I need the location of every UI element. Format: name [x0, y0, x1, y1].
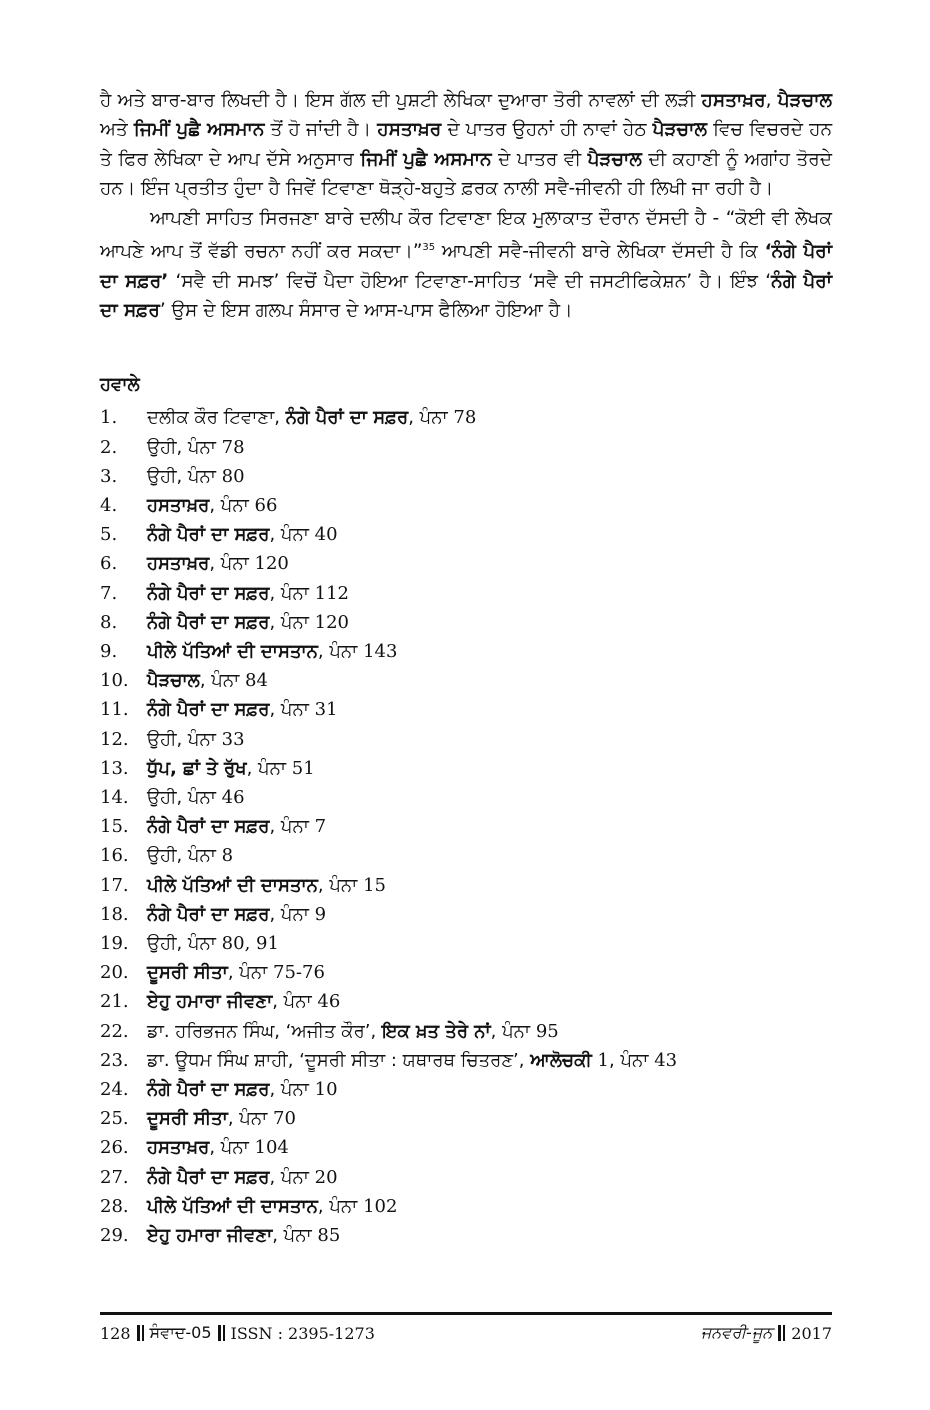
- footer-right: [701, 1323, 832, 1343]
- reference-item: [100, 929, 832, 958]
- reference-text: ਨੰਗੇ ਪੈਰਾਂ ਦਾ ਸਫ਼ਰ, ਪੰਨਾ 120: [147, 611, 350, 633]
- reference-text: ਪੀਲੇ ਪੱਤਿਆਂ ਦੀ ਦਾਸਤਾਨ, ਪੰਨਾ 143: [147, 641, 398, 663]
- reference-item: [100, 841, 832, 870]
- reference-number: 16.: [100, 845, 129, 867]
- reference-item: [100, 520, 832, 549]
- reference-number: 22.: [100, 1020, 129, 1042]
- reference-item: [100, 637, 832, 666]
- reference-text: ਨੰਗੇ ਪੈਰਾਂ ਦਾ ਸਫ਼ਰ, ਪੰਨਾ 112: [147, 582, 350, 604]
- reference-text: ਹਸਤਾਖ਼ਰ, ਪੰਨਾ 120: [147, 553, 289, 575]
- reference-item: [100, 462, 832, 491]
- separator-bars-icon: [137, 1325, 144, 1341]
- reference-number: 4.: [100, 495, 118, 517]
- reference-item: [100, 725, 832, 754]
- reference-number: 28.: [100, 1195, 129, 1217]
- reference-item: [100, 403, 832, 432]
- reference-number: 26.: [100, 1137, 129, 1159]
- footer-rule: [100, 1312, 832, 1315]
- reference-number: 6.: [100, 553, 118, 575]
- reference-item: [100, 1017, 832, 1046]
- reference-item: [100, 549, 832, 578]
- reference-text: ਪੀਲੇ ਪੱਤਿਆਂ ਦੀ ਦਾਸਤਾਨ, ਪੰਨਾ 15: [147, 874, 386, 896]
- page-content: [100, 86, 832, 1250]
- reference-item: [100, 783, 832, 812]
- reference-item: [100, 1133, 832, 1162]
- references-list: [100, 403, 832, 1250]
- reference-item: [100, 1075, 832, 1104]
- separator-bars-icon: [218, 1325, 225, 1341]
- reference-text: ਨੰਗੇ ਪੈਰਾਂ ਦਾ ਸਫ਼ਰ, ਪੰਨਾ 31: [147, 699, 338, 721]
- reference-text: ਦਲੀਕ ਕੌਰ ਟਿਵਾਣਾ, ਨੰਗੇ ਪੈਰਾਂ ਦਾ ਸਫ਼ਰ, ਪੰਨਾ 78: [147, 407, 477, 429]
- reference-number: 15.: [100, 816, 129, 838]
- reference-text: ਡਾ. ਊਧਮ ਸਿੰਘ ਸ਼ਾਹੀ, ‘ਦੂਸਰੀ ਸੀਤਾ : ਯਥਾਰਥ ਚਿਤਰਣ’, ਆਲੋਚਕੀ 1, ਪੰਨਾ 43: [147, 1049, 678, 1071]
- reference-item: [100, 433, 832, 462]
- reference-item: [100, 754, 832, 783]
- paragraph: ਆਪਣੀ ਸਾਹਿਤ ਸਿਰਜਣਾ ਬਾਰੇ ਦਲੀਪ ਕੌਰ ਟਿਵਾਣਾ ਇਕ ਮੁਲਾਕਾਤ ਦੌਰਾਨ ਦੱਸਦੀ ਹੈ - “ਕੋਈ ਵੀ ਲੇਖਕ ਆਪਣੇ ਆਪ ਤੋਂ ਵੱਡੀ ਰਚਨਾ ਨਹੀਂ ਕਰ ਸਕਦਾ।”$^{35}$ ਆਪਣੀ ਸਵੈ-ਜੀਵਨੀ ਬਾਰੇ ਲੇਖਿਕਾ ਦੱਸਦੀ ਹੈ ਕਿ ‘ਨੰਗੇ ਪੈਰਾਂ ਦਾ ਸਫ਼ਰ’ ‘ਸਵੈ ਦੀ ਸਮਝ’ ਵਿਚੋਂ ਪੈਦਾ ਹੋਇਆ ਟਿਵਾਣਾ-ਸਾਹਿਤ ‘ਸਵੈ ਦੀ ਜਸਟੀਫਿਕੇਸ਼ਨ’ ਹੈ। ਇੰਝ ‘ਨੰਗੇ ਪੈਰਾਂ ਦਾ ਸਫ਼ਰ’ ਉਸ ਦੇ ਇਸ ਗਲਪ ਸੰਸਾਰ ਦੇ ਆਸ-ਪਾਸ ਫੈਲਿਆ ਹੋਇਆ ਹੈ।: [100, 207, 832, 321]
- references-heading: ਹਵਾਲੇ: [100, 374, 140, 396]
- reference-item: [100, 1104, 832, 1133]
- reference-text: ਉਹੀ, ਪੰਨਾ 78: [147, 436, 245, 458]
- reference-item: [100, 1163, 832, 1192]
- paragraph: ਹੈ ਅਤੇ ਬਾਰ-ਬਾਰ ਲਿਖਦੀ ਹੈ। ਇਸ ਗੱਲ ਦੀ ਪੁਸ਼ਟੀ ਲੇਖਿਕਾ ਦੁਆਰਾ ਤੋਰੀ ਨਾਵਲਾਂ ਦੀ ਲੜੀ ਹਸਤਾਖ਼ਰ, ਪੈੜਚਾਲ ਅਤੇ ਜਿਮੀਂ ਪੁਛੈ ਅਸਮਾਨ ਤੋਂ ਹੋ ਜਾਂਦੀ ਹੈ। ਹਸਤਾਖ਼ਰ ਦੇ ਪਾਤਰ ਉਹਨਾਂ ਹੀ ਨਾਵਾਂ ਹੇਠ ਪੈੜਚਾਲ ਵਿਚ ਵਿਚਰਦੇ ਹਨ ਤੇ ਫਿਰ ਲੇਖਿਕਾ ਦੇ ਆਪ ਦੱਸੇ ਅਨੁਸਾਰ ਜਿਮੀਂ ਪੁਛੈ ਅਸਮਾਨ ਦੇ ਪਾਤਰ ਵੀ ਪੈੜਚਾਲ ਦੀ ਕਹਾਣੀ ਨੂੰ ਅਗਾਂਹ ਤੋਰਦੇ ਹਨ। ਇੰਜ ਪ੍ਰਤੀਤ ਹੁੰਦਾ ਹੈ ਜਿਵੇਂ ਟਿਵਾਣਾ ਥੋੜ੍ਹੇ-ਬਹੁਤੇ ਫ਼ਰਕ ਨਾਲੀ ਸਵੈ-ਜੀਵਨੀ ਹੀ ਲਿਖੀ ਜਾ ਰਹੀ ਹੈ।: [100, 90, 833, 200]
- reference-number: 21.: [100, 991, 129, 1013]
- reference-number: 25.: [100, 1108, 129, 1130]
- reference-number: 29.: [100, 1225, 129, 1247]
- reference-text: ਉਹੀ, ਪੰਨਾ 80, 91: [147, 933, 279, 955]
- reference-item: [100, 987, 832, 1016]
- reference-number: 3.: [100, 465, 118, 487]
- reference-text: ਹਸਤਾਖ਼ਰ, ਪੰਨਾ 104: [147, 1137, 289, 1159]
- reference-number: 20.: [100, 962, 129, 984]
- journal-name: ਸੰਵਾਦ-05: [149, 1323, 212, 1342]
- reference-text: ਏਹੁ ਹਮਾਰਾ ਜੀਵਣਾ, ਪੰਨਾ 46: [147, 991, 341, 1013]
- reference-number: 24.: [100, 1079, 129, 1101]
- reference-item: [100, 958, 832, 987]
- reference-item: [100, 871, 832, 900]
- reference-text: ਧੁੱਪ, ਛਾਂ ਤੇ ਰੁੱਖ, ਪੰਨਾ 51: [147, 757, 315, 779]
- reference-number: 11.: [100, 699, 129, 721]
- reference-text: ਦੂਸਰੀ ਸੀਤਾ, ਪੰਨਾ 75-76: [147, 962, 325, 984]
- reference-number: 1.: [100, 407, 118, 429]
- reference-text: ਨੰਗੇ ਪੈਰਾਂ ਦਾ ਸਫ਼ਰ, ਪੰਨਾ 10: [147, 1079, 338, 1101]
- reference-text: ਨੰਗੇ ਪੈਰਾਂ ਦਾ ਸਫ਼ਰ, ਪੰਨਾ 7: [147, 816, 327, 838]
- reference-number: 7.: [100, 582, 118, 604]
- reference-item: [100, 1046, 832, 1075]
- reference-text: ਪੈੜਚਾਲ, ਪੰਨਾ 84: [147, 670, 268, 692]
- reference-text: ਉਹੀ, ਪੰਨਾ 33: [147, 728, 245, 750]
- page-number: 128: [100, 1323, 131, 1343]
- issue-period: ਜਨਵਰੀ-ਜੂਨ: [700, 1323, 773, 1342]
- reference-text: ਦੂਸਰੀ ਸੀਤਾ, ਪੰਨਾ 70: [147, 1108, 296, 1130]
- reference-item: [100, 812, 832, 841]
- reference-text: ਉਹੀ, ਪੰਨਾ 80: [147, 465, 245, 487]
- reference-item: [100, 666, 832, 695]
- reference-number: 8.: [100, 611, 118, 633]
- page-footer: [100, 1323, 832, 1343]
- reference-number: 17.: [100, 874, 129, 896]
- reference-item: [100, 1221, 832, 1250]
- reference-number: 23.: [100, 1049, 129, 1071]
- reference-number: 2.: [100, 436, 118, 458]
- issn: ISSN : 2395-1273: [230, 1323, 375, 1343]
- reference-text: ਉਹੀ, ਪੰਨਾ 46: [147, 787, 245, 809]
- reference-item: [100, 579, 832, 608]
- reference-number: 9.: [100, 641, 118, 663]
- reference-text: ਪੀਲੇ ਪੱਤਿਆਂ ਦੀ ਦਾਸਤਾਨ, ਪੰਨਾ 102: [147, 1195, 398, 1217]
- reference-text: ਨੰਗੇ ਪੈਰਾਂ ਦਾ ਸਫ਼ਰ, ਪੰਨਾ 9: [147, 903, 327, 925]
- reference-item: [100, 491, 832, 520]
- reference-text: ਨੰਗੇ ਪੈਰਾਂ ਦਾ ਸਫ਼ਰ, ਪੰਨਾ 40: [147, 524, 338, 546]
- issue-year: 2017: [791, 1323, 832, 1343]
- reference-item: [100, 900, 832, 929]
- separator-bars-icon: [778, 1325, 785, 1341]
- reference-number: 27.: [100, 1166, 129, 1188]
- reference-text: ਡਾ. ਹਰਿਭਜਨ ਸਿੰਘ, ‘ਅਜੀਤ ਕੌਰ’, ਇਕ ਖ਼ਤ ਤੇਰੇ ਨਾਂ, ਪੰਨਾ 95: [147, 1020, 559, 1042]
- footer-left: [100, 1323, 375, 1343]
- reference-item: [100, 695, 832, 724]
- reference-number: 5.: [100, 524, 118, 546]
- reference-number: 14.: [100, 787, 129, 809]
- reference-number: 13.: [100, 757, 129, 779]
- reference-item: [100, 608, 832, 637]
- reference-number: 18.: [100, 903, 129, 925]
- reference-text: ਏਹੁ ਹਮਾਰਾ ਜੀਵਣਾ, ਪੰਨਾ 85: [147, 1225, 341, 1247]
- reference-number: 10.: [100, 670, 129, 692]
- body-text: [100, 86, 832, 325]
- reference-text: ਨੰਗੇ ਪੈਰਾਂ ਦਾ ਸਫ਼ਰ, ਪੰਨਾ 20: [147, 1166, 338, 1188]
- reference-number: 12.: [100, 728, 129, 750]
- reference-number: 19.: [100, 933, 129, 955]
- reference-item: [100, 1192, 832, 1221]
- reference-text: ਹਸਤਾਖ਼ਰ, ਪੰਨਾ 66: [147, 495, 278, 517]
- reference-text: ਉਹੀ, ਪੰਨਾ 8: [147, 845, 234, 867]
